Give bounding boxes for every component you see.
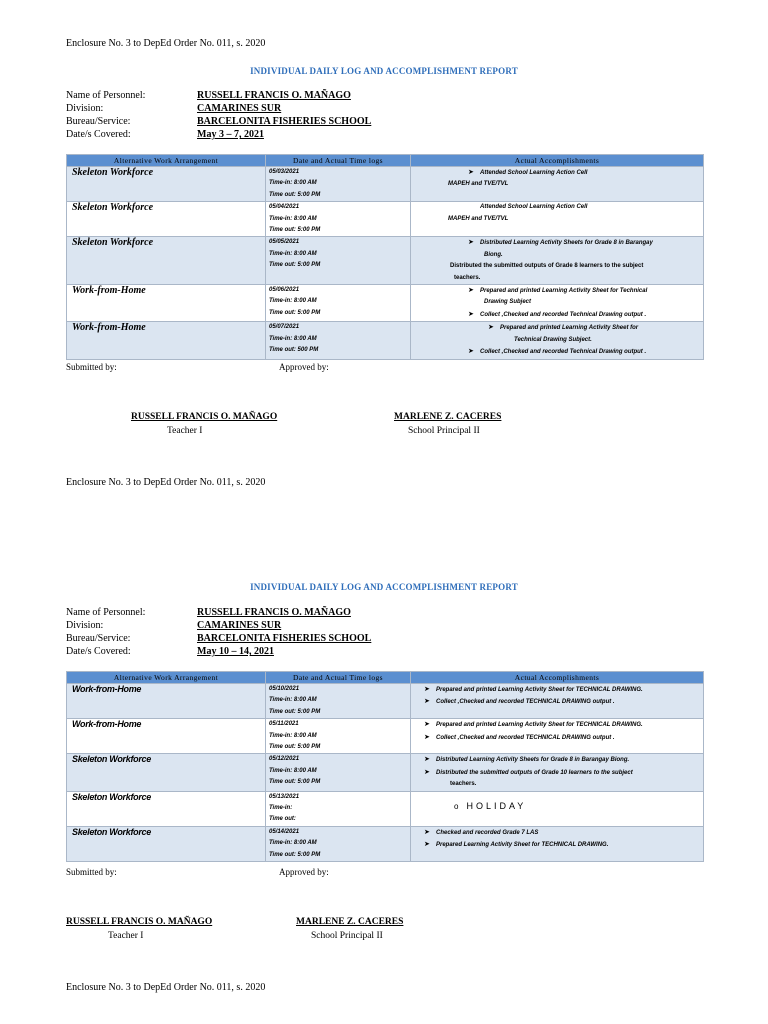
col-timelogs: Date and Actual Time logs bbox=[266, 155, 411, 167]
bullet-arrow-icon: ➤ bbox=[424, 768, 430, 776]
accomplishment: MAPEH and TVE/TVL bbox=[448, 215, 509, 222]
bullet-arrow-icon: ➤ bbox=[468, 239, 474, 247]
time-out: Time out: 5:00 PM bbox=[269, 851, 321, 858]
table-row bbox=[67, 322, 704, 359]
time-in: Time-in: 8:00 AM bbox=[269, 840, 317, 847]
division-value: CAMARINES SUR bbox=[197, 103, 282, 114]
personnel-name: RUSSELL FRANCIS O. MAÑAGO bbox=[197, 607, 351, 618]
arrangement: Skeleton Workforce bbox=[72, 237, 154, 249]
bureau-label: Bureau/Service: bbox=[66, 116, 131, 127]
col-arrangement: Alternative Work Arrangement bbox=[67, 155, 266, 167]
col-accomplishments: Actual Accomplishments bbox=[411, 672, 704, 684]
log-date: 05/07/2021 bbox=[269, 324, 300, 331]
bullet-arrow-icon: ➤ bbox=[424, 733, 430, 741]
division-label: Division: bbox=[66, 103, 104, 114]
approver-position: School Principal II bbox=[408, 426, 480, 436]
holiday-label: o HOLIDAY bbox=[454, 800, 527, 811]
log-date: 05/05/2021 bbox=[269, 239, 300, 246]
accomplishment: Distributed the submitted outputs of Grade 8 learners to the subject bbox=[450, 263, 644, 270]
log-date: 05/11/2021 bbox=[269, 721, 299, 728]
bullet-arrow-icon: ➤ bbox=[424, 721, 430, 729]
accomplishment: ➤ Collect ,Checked and recorded TECHNICAL DRAWING output . bbox=[414, 696, 700, 708]
table-row bbox=[67, 237, 704, 285]
log-date: 05/12/2021 bbox=[269, 756, 300, 763]
approved-by-label: Approved by: bbox=[279, 362, 329, 372]
dates-label: Date/s Covered: bbox=[66, 129, 131, 140]
time-in: Time-in: 8:00 AM bbox=[269, 180, 317, 187]
bullet-arrow-icon: ➤ bbox=[468, 169, 474, 176]
table-row bbox=[67, 826, 704, 861]
log-date: 05/10/2021 bbox=[269, 686, 300, 692]
bullet-arrow-icon: ➤ bbox=[424, 698, 430, 706]
submitted-by-label: Submitted by: bbox=[66, 867, 117, 877]
name-label: Name of Personnel: bbox=[66, 90, 146, 101]
accomplishment: ➤ Distributed Learning Activity Sheets for Grade 8 in Barangay bbox=[414, 237, 700, 249]
col-arrangement: Alternative Work Arrangement bbox=[67, 672, 266, 684]
bullet-arrow-icon: ➤ bbox=[468, 310, 474, 318]
bullet-arrow-icon: ➤ bbox=[424, 828, 430, 836]
time-in: Time-in: 8:00 AM bbox=[269, 732, 317, 739]
accomplishment: ➤ Prepared and printed Learning Activity Sheet for TECHNICAL DRAWING. bbox=[414, 684, 700, 696]
accomplishment: Technical Drawing Subject. bbox=[514, 336, 592, 343]
time-out: Time out: 5:00 PM bbox=[269, 708, 321, 715]
accomplishment: ➤ Attended School Learning Action Cell bbox=[414, 167, 700, 179]
table-row bbox=[67, 791, 704, 826]
accomplishment: ➤ Collect ,Checked and recorded Technical Drawing output . bbox=[414, 309, 700, 321]
accomplishment: ➤ Prepared and printed Learning Activity Sheet for TECHNICAL DRAWING. bbox=[414, 719, 700, 731]
personnel-info bbox=[66, 89, 371, 141]
bullet-arrow-icon: ➤ bbox=[468, 287, 474, 295]
accomplishment: Drawing Subject bbox=[484, 299, 532, 306]
time-out: Time out: 500 PM bbox=[269, 347, 319, 354]
time-out: Time out: 5:00 PM bbox=[269, 744, 321, 751]
name-label: Name of Personnel: bbox=[66, 607, 146, 618]
division-label: Division: bbox=[66, 620, 104, 631]
bureau-value: BARCELONITA FISHERIES SCHOOL bbox=[197, 116, 372, 127]
col-accomplishments: Actual Accomplishments bbox=[411, 155, 704, 167]
time-out: Time out: 5:00 PM bbox=[269, 309, 321, 316]
bullet-arrow-icon: ➤ bbox=[488, 324, 494, 332]
enclosure-header: Enclosure No. 3 to DepEd Order No. 011, s. 2020 bbox=[66, 38, 266, 49]
table-row bbox=[67, 684, 704, 719]
accomplishment: ➤ Distributed the submitted outputs of Grade 10 learners to the subject bbox=[414, 767, 700, 779]
table-row bbox=[67, 285, 704, 322]
time-out: Time out: 5:00 PM bbox=[269, 779, 321, 786]
bureau-label: Bureau/Service: bbox=[66, 633, 131, 644]
table-row bbox=[67, 754, 704, 791]
bullet-arrow-icon: ➤ bbox=[424, 841, 430, 849]
circle-bullet-icon: o bbox=[454, 801, 459, 811]
arrangement: Work-from-Home bbox=[72, 322, 146, 334]
log-date: 05/04/2021 bbox=[269, 204, 300, 211]
accomplishment: ➤ Prepared and printed Learning Activity Sheet for Technical bbox=[414, 285, 700, 297]
arrangement: Skeleton Workforce bbox=[72, 167, 154, 178]
log-date: 05/03/2021 bbox=[269, 169, 300, 175]
time-in: Time-in: 8:00 AM bbox=[269, 335, 317, 342]
table-row bbox=[67, 719, 704, 754]
log-date: 05/06/2021 bbox=[269, 287, 300, 294]
table-row bbox=[67, 167, 704, 202]
signatory-name: RUSSELL FRANCIS O. MAÑAGO bbox=[66, 917, 213, 927]
bullet-arrow-icon: ➤ bbox=[468, 348, 474, 356]
log-table bbox=[66, 154, 704, 360]
time-out: Time out: 5:00 PM bbox=[269, 191, 321, 198]
enclosure-header: Enclosure No. 3 to DepEd Order No. 011, s. 2020 bbox=[66, 982, 266, 993]
accomplishment: Biong. bbox=[484, 251, 503, 258]
approver-name: MARLENE Z. CACERES bbox=[296, 917, 404, 927]
accomplishment: teachers. bbox=[454, 274, 481, 281]
submitted-by-label: Submitted by: bbox=[66, 362, 117, 372]
approver-name: MARLENE Z. CACERES bbox=[394, 412, 502, 422]
time-out: Time out: 5:00 PM bbox=[269, 262, 321, 269]
accomplishment: teachers. bbox=[450, 781, 477, 788]
division-value: CAMARINES SUR bbox=[197, 620, 282, 631]
enclosure-header: Enclosure No. 3 to DepEd Order No. 011, s. 2020 bbox=[66, 477, 266, 488]
accomplishment: ➤ Prepared and printed Learning Activity Sheet for bbox=[414, 322, 700, 334]
dates-covered: May 3 – 7, 2021 bbox=[197, 129, 264, 140]
col-timelogs: Date and Actual Time logs bbox=[266, 672, 411, 684]
time-in: Time-in: bbox=[269, 805, 293, 812]
time-in: Time-in: 8:00 AM bbox=[269, 215, 317, 222]
time-in: Time-in: 8:00 AM bbox=[269, 697, 317, 704]
arrangement: Skeleton Workforce bbox=[72, 202, 154, 214]
report-title: INDIVIDUAL DAILY LOG AND ACCOMPLISHMENT REPORT bbox=[250, 582, 518, 592]
approver-position: School Principal II bbox=[311, 931, 383, 941]
time-out: Time out: bbox=[269, 816, 296, 823]
personnel-name: RUSSELL FRANCIS O. MAÑAGO bbox=[197, 90, 351, 101]
time-out: Time out: 5:00 PM bbox=[269, 227, 321, 234]
accomplishment: MAPEH and TVE/TVL bbox=[448, 181, 509, 188]
arrangement: Work-from-Home bbox=[72, 285, 146, 297]
accomplishment: Attended School Learning Action Cell bbox=[480, 204, 588, 211]
accomplishment: ➤ Distributed Learning Activity Sheets for Grade 8 in Barangay Biong. bbox=[414, 754, 700, 766]
time-in: Time-in: 8:00 AM bbox=[269, 767, 317, 774]
signatory-name: RUSSELL FRANCIS O. MAÑAGO bbox=[131, 412, 278, 422]
arrangement: Skeleton Workforce bbox=[72, 791, 151, 802]
arrangement: Work-from-Home bbox=[72, 684, 142, 694]
bullet-arrow-icon: ➤ bbox=[424, 756, 430, 764]
arrangement: Work-from-Home bbox=[72, 719, 142, 730]
accomplishment: ➤ Collect ,Checked and recorded TECHNICAL DRAWING output . bbox=[414, 732, 700, 744]
signatory-position: Teacher I bbox=[167, 426, 203, 436]
log-table bbox=[66, 671, 704, 862]
report-title: INDIVIDUAL DAILY LOG AND ACCOMPLISHMENT REPORT bbox=[250, 66, 518, 76]
accomplishment: ➤ Prepared Learning Activity Sheet for TECHNICAL DRAWING. bbox=[414, 839, 700, 851]
bureau-value: BARCELONITA FISHERIES SCHOOL bbox=[197, 633, 372, 644]
dates-covered: May 10 – 14, 2021 bbox=[197, 646, 274, 657]
log-date: 05/14/2021 bbox=[269, 828, 300, 835]
arrangement: Skeleton Workforce bbox=[72, 826, 151, 837]
table-header-row bbox=[67, 672, 704, 684]
log-date: 05/13/2021 bbox=[269, 793, 300, 800]
dates-label: Date/s Covered: bbox=[66, 646, 131, 657]
approved-by-label: Approved by: bbox=[279, 867, 329, 877]
signatory-position: Teacher I bbox=[108, 931, 144, 941]
arrangement: Skeleton Workforce bbox=[72, 754, 151, 765]
table-row bbox=[67, 202, 704, 237]
time-in: Time-in: 8:00 AM bbox=[269, 250, 317, 257]
accomplishment: ➤ Collect ,Checked and recorded Technical Drawing output . bbox=[414, 346, 700, 358]
time-in: Time-in: 8:00 AM bbox=[269, 298, 317, 305]
personnel-info bbox=[66, 606, 371, 658]
accomplishment: ➤ Checked and recorded Grade 7 LAS bbox=[414, 827, 700, 839]
bullet-arrow-icon: ➤ bbox=[424, 686, 430, 693]
table-header-row bbox=[67, 155, 704, 167]
